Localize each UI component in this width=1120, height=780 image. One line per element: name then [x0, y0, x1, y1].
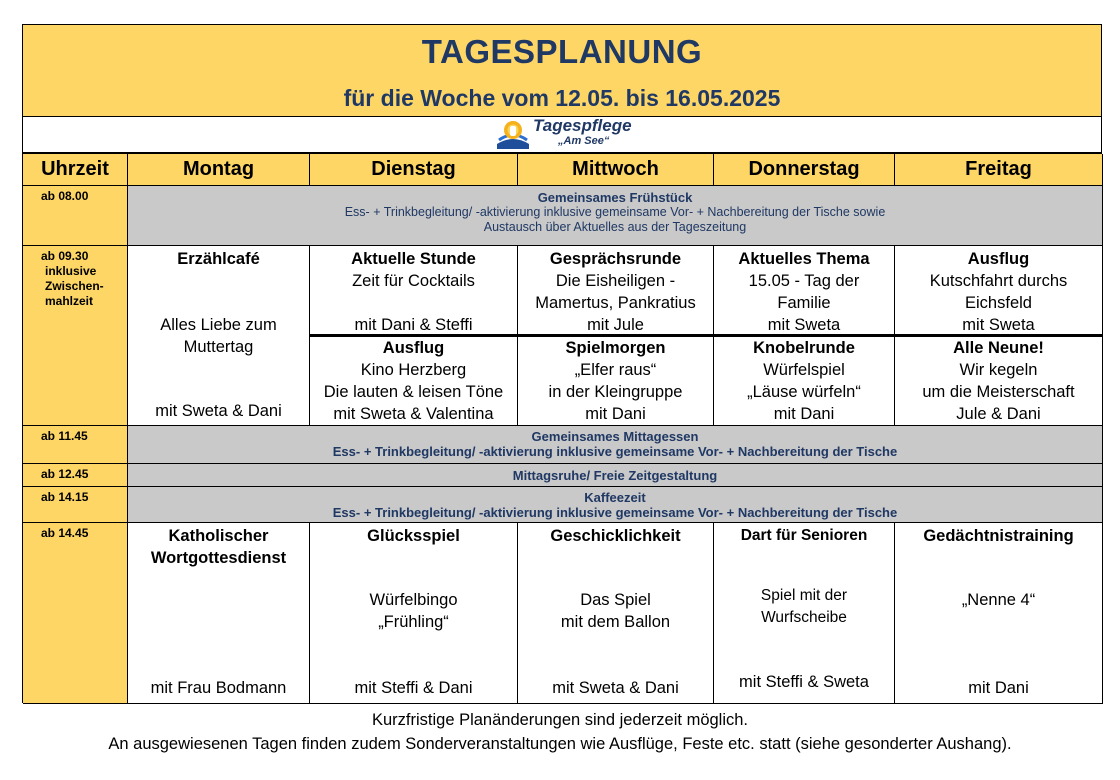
activity-title: Aktuelle Stunde — [351, 250, 476, 268]
activity-title: Alle Neune! — [953, 339, 1044, 357]
activity-with: mit Sweta — [962, 316, 1035, 334]
schedule-grid — [22, 153, 1102, 703]
coffee-title: Kaffeezeit — [584, 490, 646, 505]
day-header-montag: Montag — [128, 154, 310, 186]
activity-line: Zeit für Cocktails — [352, 272, 475, 290]
footer-note-2: An ausgewiesenen Tagen finden zudem Sonderveranstaltungen wie Ausflüge, Feste etc. statt (siehe gesonderter Aushang). — [108, 735, 1012, 753]
activity-title: Glücksspiel — [367, 527, 460, 545]
activity-donnerstag-afternoon — [714, 523, 895, 704]
coffee-band — [128, 487, 1103, 523]
activity-with: mit Sweta & Dani — [552, 679, 679, 697]
activity-line: Würfelspiel — [763, 361, 845, 379]
activity-line: Kutschfahrt durchs — [929, 272, 1068, 290]
activity-dienstag-lower — [310, 337, 518, 426]
lunch-band — [128, 426, 1103, 464]
activity-title: Gesprächsrunde — [549, 250, 682, 268]
activity-freitag-upper — [895, 246, 1103, 336]
activity-with: Jule & Dani — [956, 405, 1041, 423]
time-0930-label: ab 09.30 — [41, 249, 89, 263]
activity-title: Aktuelles Thema — [738, 250, 870, 268]
activity-with: mit Sweta & Dani — [155, 402, 282, 420]
logo-row — [22, 117, 1102, 153]
activity-freitag-afternoon — [895, 523, 1103, 704]
activity-dienstag-afternoon — [310, 523, 518, 704]
time-0930-note-3: mahlzeit — [45, 294, 94, 308]
activity-with: mit Sweta — [767, 316, 841, 334]
rest-band — [128, 464, 1103, 487]
activity-line: 15.05 - Tag der — [748, 272, 860, 290]
activity-line: in der Kleingruppe — [548, 383, 683, 401]
time-0930 — [23, 246, 128, 426]
activity-line: Wurfscheibe — [761, 609, 847, 626]
activity-dienstag-upper — [310, 246, 518, 336]
breakfast-line-2: Austausch über Aktuelles aus der Tageszeitung — [483, 220, 747, 234]
breakfast-title: Gemeinsames Frühstück — [537, 190, 693, 205]
activity-line: Alles Liebe zum — [160, 316, 277, 334]
activity-with: mit Dani & Steffi — [354, 316, 473, 334]
time-0800: ab 08.00 — [23, 186, 128, 246]
sun-logo-icon — [495, 118, 531, 150]
activity-title: Knobelrunde — [753, 339, 855, 357]
day-header-mittwoch: Mittwoch — [518, 154, 714, 186]
activity-line: Kino Herzberg — [360, 361, 467, 379]
activity-line: Muttertag — [183, 338, 254, 356]
activity-title: Gedächtnistraining — [923, 527, 1074, 545]
logo-name: Tagespflege — [533, 116, 632, 135]
activity-title: Wortgottesdienst — [150, 549, 287, 567]
activity-freitag-lower — [895, 337, 1103, 426]
activity-donnerstag-lower — [714, 337, 895, 426]
activity-line: mit dem Ballon — [560, 613, 671, 631]
footer-note-1: Kurzfristige Planänderungen sind jederzeit möglich. — [371, 711, 749, 729]
logo-subtitle: „Am See“ — [558, 135, 610, 147]
activity-with: mit Jule — [587, 316, 644, 334]
header — [22, 24, 1102, 117]
time-1245: ab 12.45 — [23, 464, 128, 487]
time-1445: ab 14.45 — [23, 523, 128, 704]
activity-with: mit Dani — [773, 405, 835, 423]
activity-line: Mamertus, Pankratius — [535, 294, 696, 312]
breakfast-line-1: Ess- + Trinkbegleitung/ -aktivierung inklusive gemeinsame Vor- + Nachbereitung der Tische sowie — [344, 205, 886, 219]
activity-line — [310, 292, 517, 314]
activity-with: mit Sweta & Valentina — [333, 405, 494, 423]
lunch-line-1: Ess- + Trinkbegleitung/ -aktivierung inklusive gemeinsame Vor- + Nachbereitung der Tische — [332, 444, 898, 459]
activity-with: mit Steffi & Sweta — [739, 673, 869, 691]
activity-mittwoch-afternoon — [518, 523, 714, 704]
coffee-line-1: Ess- + Trinkbegleitung/ -aktivierung inklusive gemeinsame Vor- + Nachbereitung der Tische — [332, 505, 898, 520]
activity-with: mit Dani — [968, 679, 1029, 697]
activity-line: Wir kegeln — [959, 361, 1038, 379]
activity-with: mit Dani — [585, 405, 646, 423]
breakfast-band — [128, 186, 1103, 246]
activity-title: Erzählcafé — [177, 250, 260, 268]
rest-title: Mittagsruhe/ Freie Zeitgestaltung — [512, 468, 718, 483]
day-header-dienstag: Dienstag — [310, 154, 518, 186]
activity-title: Geschicklichkeit — [550, 527, 681, 545]
activity-line: „Frühling“ — [378, 613, 449, 631]
time-1415: ab 14.15 — [23, 487, 128, 523]
activity-line: „Elfer raus“ — [574, 361, 657, 379]
week-subtitle: für die Woche vom 12.05. bis 16.05.2025 — [343, 85, 781, 111]
activity-montag-afternoon — [128, 523, 310, 704]
activity-line: Spiel mit der — [760, 587, 848, 604]
activity-line: Eichsfeld — [965, 294, 1032, 312]
lunch-title: Gemeinsames Mittagessen — [531, 429, 699, 444]
activity-with: mit Steffi & Dani — [354, 679, 473, 697]
activity-title: Ausflug — [382, 339, 445, 357]
activity-line: „Nenne 4“ — [961, 591, 1036, 609]
page-title: TAGESPLANUNG — [421, 33, 703, 70]
activity-with: mit Frau Bodmann — [150, 679, 287, 697]
day-header-donnerstag: Donnerstag — [714, 154, 895, 186]
time-0930-note-2: Zwischen- — [45, 279, 104, 293]
activity-montag-morning — [128, 246, 310, 426]
activity-title: Dart für Senioren — [740, 527, 868, 544]
activity-line: Familie — [777, 294, 831, 312]
activity-donnerstag-upper — [714, 246, 895, 336]
activity-title: Katholischer — [168, 527, 269, 545]
day-header-freitag: Freitag — [895, 154, 1103, 186]
time-0930-note-1: inklusive — [45, 264, 97, 278]
activity-line: Die lauten & leisen Töne — [323, 383, 504, 401]
activity-line: um die Meisterschaft — [922, 383, 1075, 401]
activity-line: Das Spiel — [580, 591, 651, 609]
time-1145: ab 11.45 — [23, 426, 128, 464]
activity-mittwoch-lower — [518, 337, 714, 426]
activity-mittwoch-upper — [518, 246, 714, 336]
activity-line: „Läuse würfeln“ — [747, 383, 861, 401]
activity-title: Spielmorgen — [565, 339, 666, 357]
activity-line: Die Eisheiligen - — [555, 272, 676, 290]
activity-title: Ausflug — [967, 250, 1030, 268]
time-column-header: Uhrzeit — [23, 154, 128, 186]
activity-line: Würfelbingo — [369, 591, 458, 609]
